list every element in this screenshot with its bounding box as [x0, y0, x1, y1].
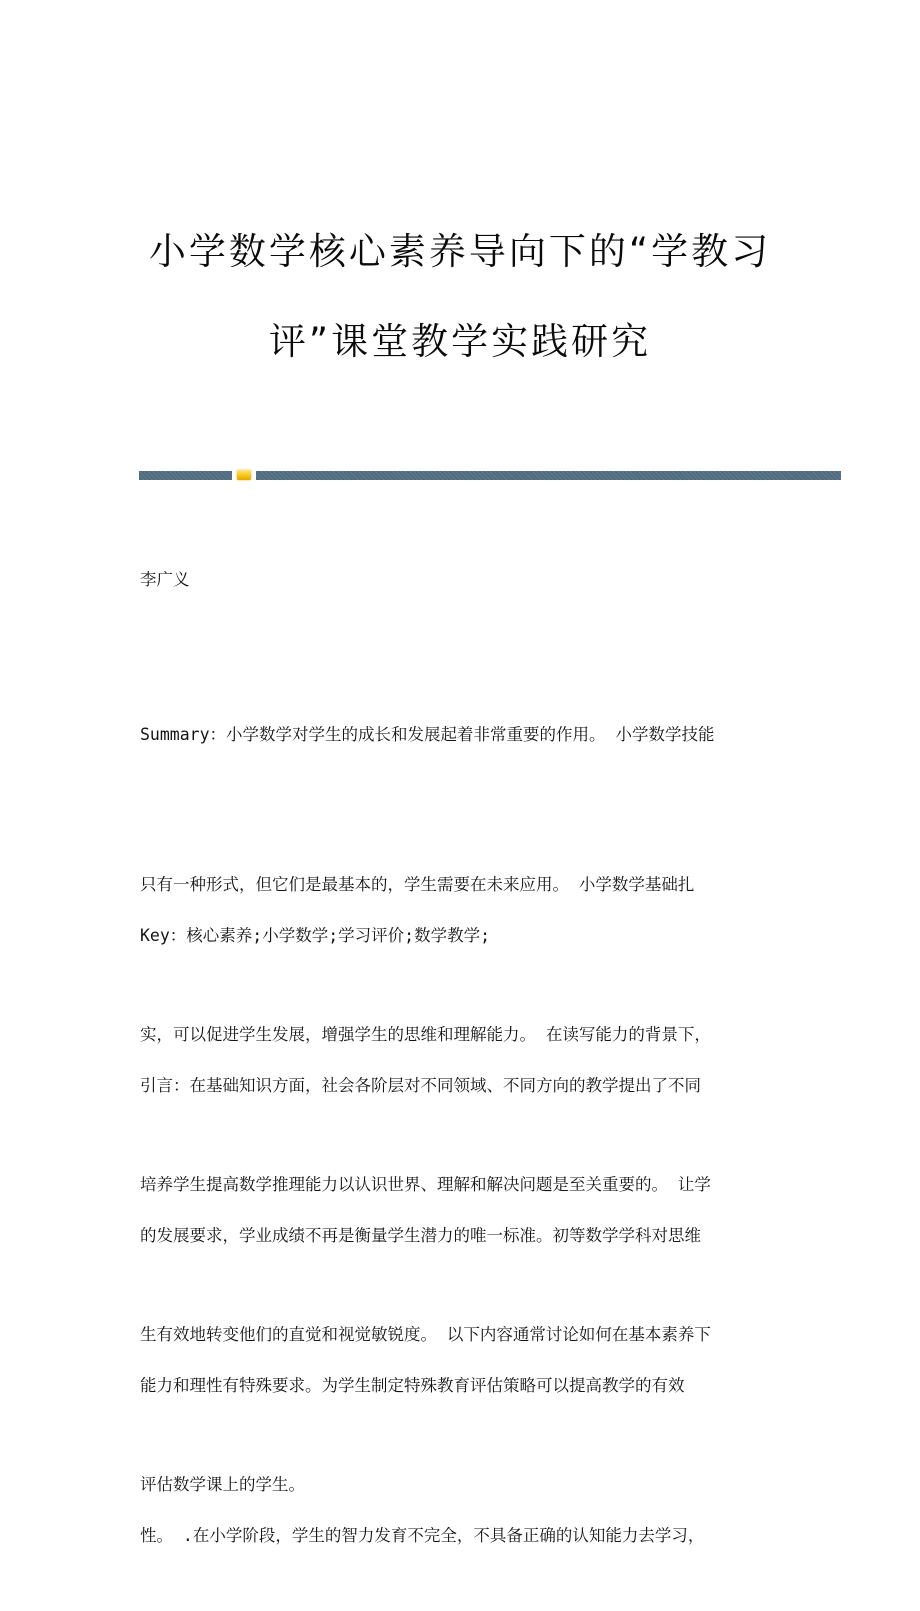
document-title-line-1: 小学数学核心素养导向下的“学教习 [148, 230, 772, 273]
author-name: 李广义 [140, 570, 190, 589]
document-title-line-2: 评”课堂教学实践研究 [268, 320, 652, 363]
divider-bar-right [256, 471, 841, 480]
summary-line: 培养学生提高数学推理能力以认识世界、理解和解决问题是至关重要的。 让学 [140, 1175, 711, 1194]
keywords-line: Key：核心素养;小学数学;学习评价;数学教学; [140, 926, 491, 945]
divider-ornament-icon [237, 470, 251, 480]
summary-line: 只有一种形式，但它们是最基本的，学生需要在未来应用。 小学数学基础扎 [140, 875, 695, 894]
intro-paragraph [140, 961, 790, 1611]
title-divider [139, 471, 841, 480]
intro-line: 性。 .在小学阶段，学生的智力发育不完全，不具备正确的认知能力去学习， [140, 1526, 705, 1545]
summary-line: Summary：小学数学对学生的成长和发展起着非常重要的作用。 小学数学技能 [140, 725, 715, 744]
summary-line: 实，可以促进学生发展，增强学生的思维和理解能力。 在读写能力的背景下， [140, 1025, 711, 1044]
summary-line: 生有效地转变他们的直觉和视觉敏锐度。 以下内容通常讨论如何在基本素养下 [140, 1325, 711, 1344]
intro-line: 引言：在基础知识方面，社会各阶层对不同领域、不同方向的教学提出了不同 [140, 1076, 701, 1095]
intro-line: 的发展要求，学业成绩不再是衡量学生潜力的唯一标准。初等数学学科对思维 [140, 1226, 701, 1245]
divider-bar-left [139, 471, 232, 480]
intro-line: 能力和理性有特殊要求。为学生制定特殊教育评估策略可以提高教学的有效 [140, 1376, 685, 1395]
summary-line: 评估数学课上的学生。 [140, 1475, 305, 1494]
